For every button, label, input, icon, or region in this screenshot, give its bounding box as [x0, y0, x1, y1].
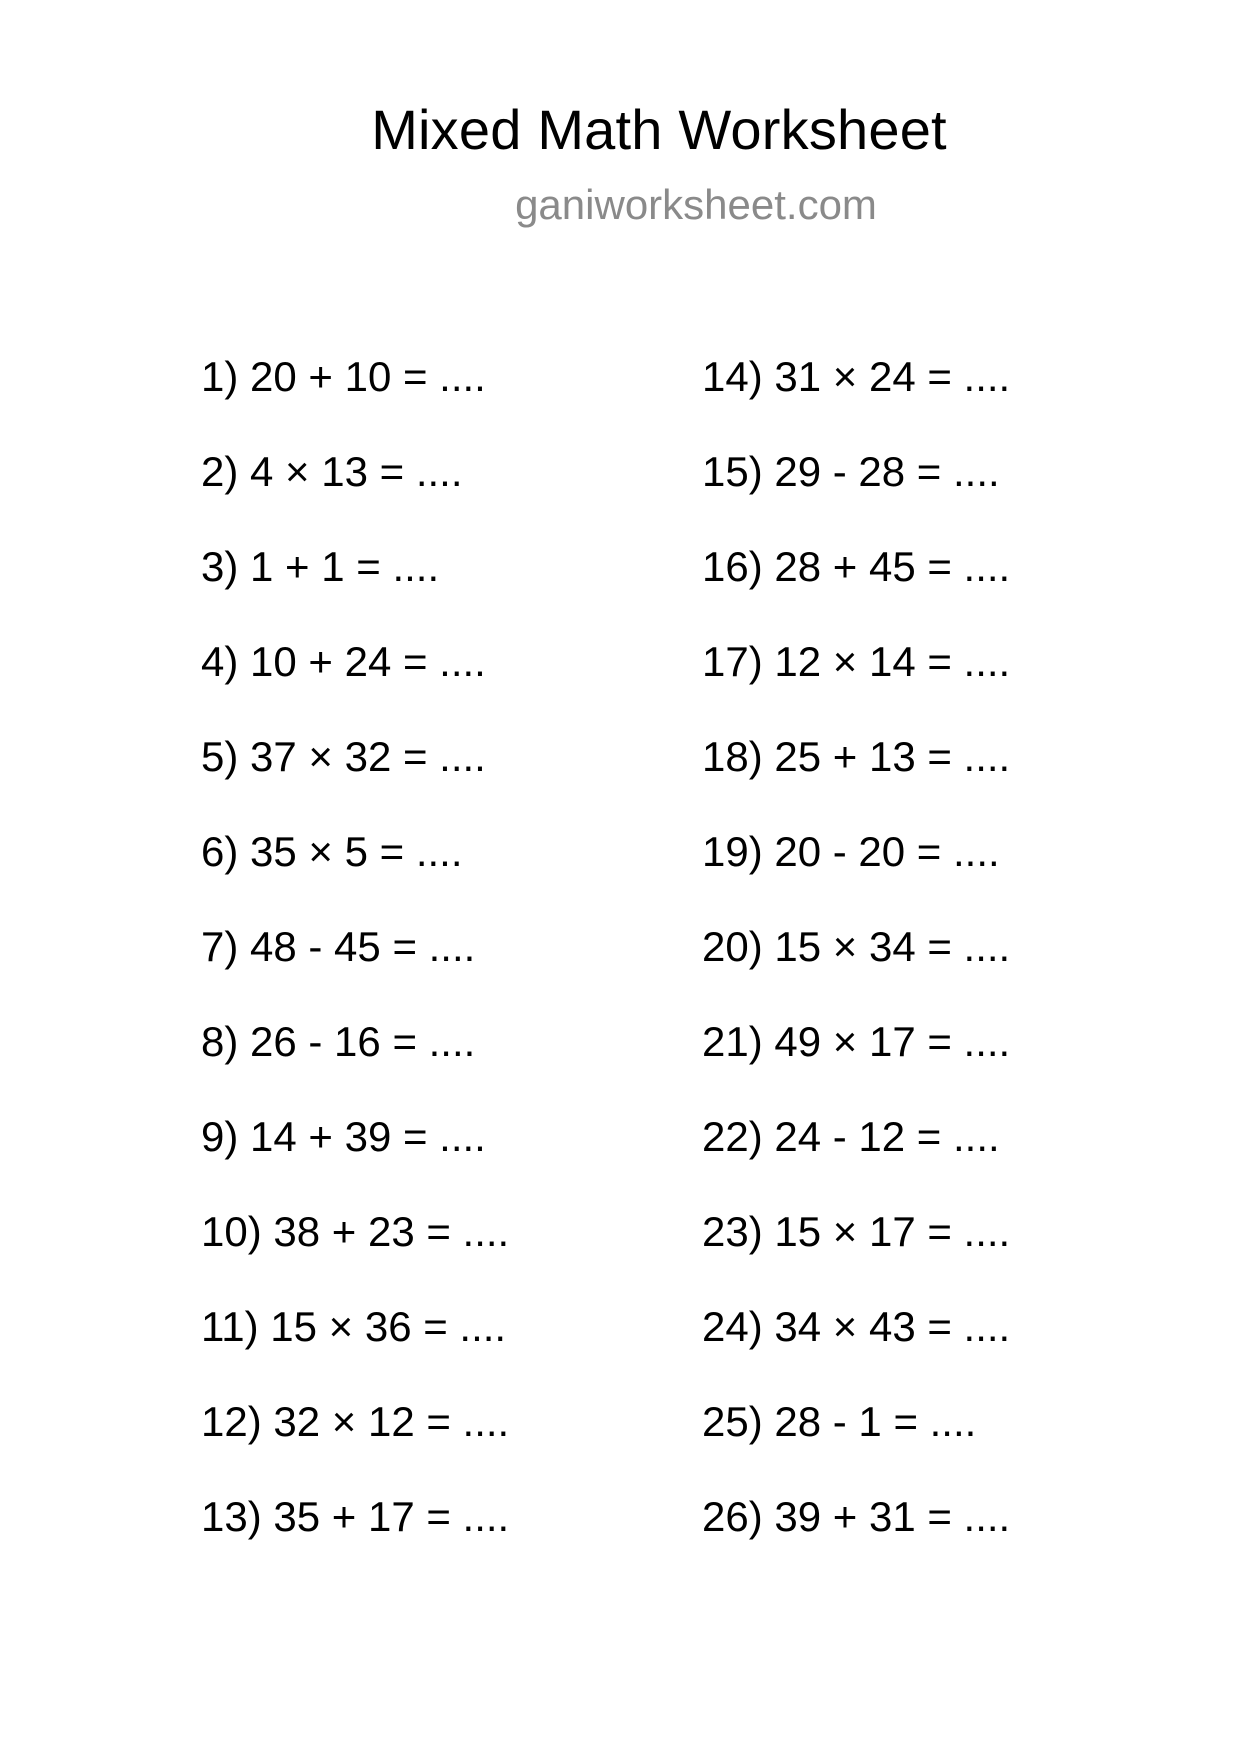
problem-item: 11) 15 × 36 = .... [201, 1303, 507, 1350]
problem-item: 23) 15 × 17 = .... [702, 1208, 1011, 1255]
problem-item: 9) 14 + 39 = .... [201, 1113, 486, 1160]
website-label: ganiworksheet.com [515, 181, 877, 228]
problem-item: 12) 32 × 12 = .... [201, 1398, 510, 1445]
problem-item: 26) 39 + 31 = .... [702, 1493, 1011, 1540]
problem-item: 25) 28 - 1 = .... [702, 1398, 977, 1445]
problem-item: 10) 38 + 23 = .... [201, 1208, 510, 1255]
problem-item: 19) 20 - 20 = .... [702, 828, 1000, 875]
problem-item: 14) 31 × 24 = .... [702, 353, 1011, 400]
problem-column-right [702, 348, 1222, 1583]
problem-item: 5) 37 × 32 = .... [201, 733, 486, 780]
problem-item: 22) 24 - 12 = .... [702, 1113, 1000, 1160]
problem-item: 20) 15 × 34 = .... [702, 923, 1011, 970]
problem-item: 15) 29 - 28 = .... [702, 448, 1000, 495]
worksheet-title: Mixed Math Worksheet [371, 98, 947, 161]
problem-item: 24) 34 × 43 = .... [702, 1303, 1011, 1350]
problem-item: 18) 25 + 13 = .... [702, 733, 1011, 780]
problem-item: 13) 35 + 17 = .... [201, 1493, 510, 1540]
problem-item: 4) 10 + 24 = .... [201, 638, 486, 685]
problem-item: 21) 49 × 17 = .... [702, 1018, 1011, 1065]
problem-item: 8) 26 - 16 = .... [201, 1018, 476, 1065]
problem-item: 7) 48 - 45 = .... [201, 923, 476, 970]
problem-item: 17) 12 × 14 = .... [702, 638, 1011, 685]
problem-item: 2) 4 × 13 = .... [201, 448, 463, 495]
problem-item: 6) 35 × 5 = .... [201, 828, 463, 875]
problem-column-left [201, 348, 721, 1583]
problem-item: 3) 1 + 1 = .... [201, 543, 440, 590]
problem-item: 16) 28 + 45 = .... [702, 543, 1011, 590]
problem-item: 1) 20 + 10 = .... [201, 353, 486, 400]
